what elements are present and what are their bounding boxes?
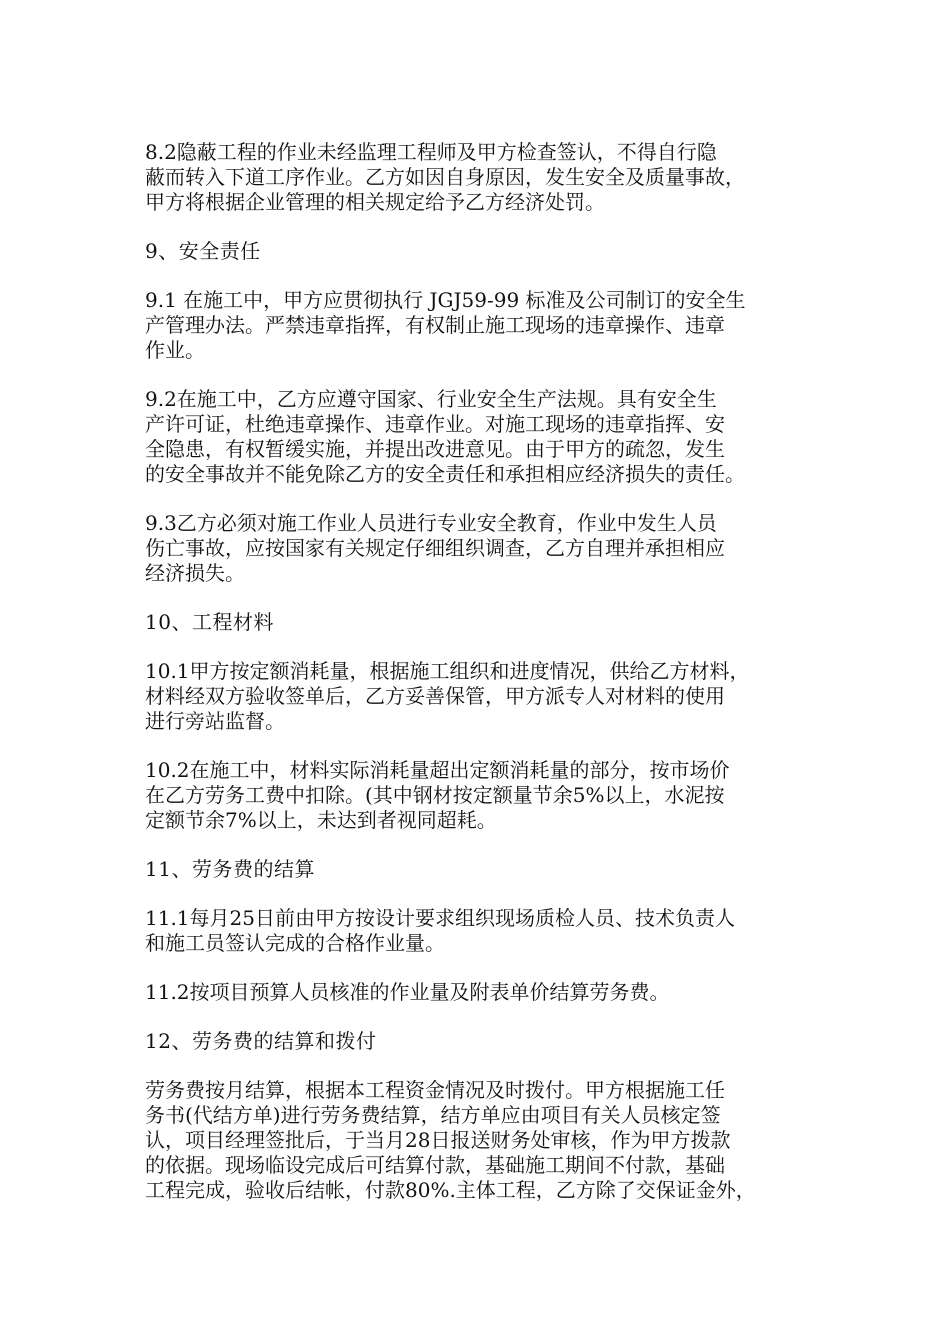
text-line: 10.2在施工中，材料实际消耗量超出定额消耗量的部分，按市场价	[145, 758, 730, 782]
text-line: 11.1每月25日前由甲方按设计要求组织现场质检人员、技术负责人	[145, 906, 735, 930]
text-line: 定额节余7%以上，未达到者视同超耗。	[145, 808, 497, 832]
text-line: 11、劳务费的结算	[145, 857, 315, 881]
text-line: 11.2按项目预算人员核准的作业量及附表单价结算劳务费。	[145, 980, 670, 1004]
text-line: 9.1 在施工中，甲方应贯彻执行 JGJ59-99 标准及公司制订的安全生	[145, 288, 746, 312]
text-line: 甲方将根据企业管理的相关规定给予乙方经济处罚。	[145, 190, 605, 214]
section-heading	[145, 1029, 817, 1054]
text-line: 和施工员签认完成的合格作业量。	[145, 931, 445, 955]
text-line: 10.1甲方按定额消耗量，根据施工组织和进度情况，供给乙方材料，	[145, 659, 750, 683]
paragraph	[145, 387, 817, 487]
paragraph	[145, 758, 817, 833]
text-line: 经济损失。	[145, 561, 245, 585]
section-heading	[145, 610, 817, 635]
text-line: 产管理办法。严禁违章指挥，有权制止施工现场的违章操作、违章	[145, 313, 725, 337]
text-line: 8.2隐蔽工程的作业未经监理工程师及甲方检查签认，不得自行隐	[145, 140, 717, 164]
section-heading	[145, 239, 817, 264]
text-line: 的安全事故并不能免除乙方的安全责任和承担相应经济损失的责任。	[145, 462, 745, 486]
paragraph	[145, 906, 817, 956]
text-line: 蔽而转入下道工序作业。乙方如因自身原因，发生安全及质量事故，	[145, 165, 745, 189]
document-page	[145, 140, 817, 1227]
paragraph	[145, 1078, 817, 1203]
text-line: 的依据。现场临设完成后可结算付款，基础施工期间不付款，基础	[145, 1153, 725, 1177]
text-line: 10、工程材料	[145, 610, 274, 634]
paragraph	[145, 140, 817, 215]
text-line: 材料经双方验收签单后，乙方妥善保管，甲方派专人对材料的使用	[145, 684, 725, 708]
text-line: 12、劳务费的结算和拨付	[145, 1029, 377, 1053]
text-line: 认，项目经理签批后，于当月28日报送财务处审核，作为甲方拨款	[145, 1128, 731, 1152]
text-line: 9、安全责任	[145, 239, 261, 263]
text-line: 劳务费按月结算，根据本工程资金情况及时拨付。甲方根据施工任	[145, 1078, 725, 1102]
text-line: 9.2在施工中，乙方应遵守国家、行业安全生产法规。具有安全生	[145, 387, 717, 411]
text-line: 工程完成，验收后结帐，付款80%.主体工程，乙方除了交保证金外，	[145, 1178, 756, 1202]
section-heading	[145, 857, 817, 882]
text-line: 产许可证，杜绝违章操作、违章作业。对施工现场的违章指挥、安	[145, 412, 725, 436]
text-line: 在乙方劳务工费中扣除。(其中钢材按定额量节余5%以上，水泥按	[145, 783, 725, 807]
paragraph	[145, 659, 817, 734]
paragraph	[145, 980, 817, 1005]
text-line: 作业。	[145, 338, 205, 362]
text-line: 进行旁站监督。	[145, 709, 285, 733]
text-line: 伤亡事故，应按国家有关规定仔细组织调查，乙方自理并承担相应	[145, 536, 725, 560]
paragraph	[145, 511, 817, 586]
text-line: 全隐患，有权暂缓实施，并提出改进意见。由于甲方的疏忽，发生	[145, 437, 725, 461]
text-line: 9.3乙方必须对施工作业人员进行专业安全教育，作业中发生人员	[145, 511, 717, 535]
paragraph	[145, 288, 817, 363]
text-line: 务书(代结方单)进行劳务费结算，结方单应由项目有关人员核定签	[145, 1103, 721, 1127]
